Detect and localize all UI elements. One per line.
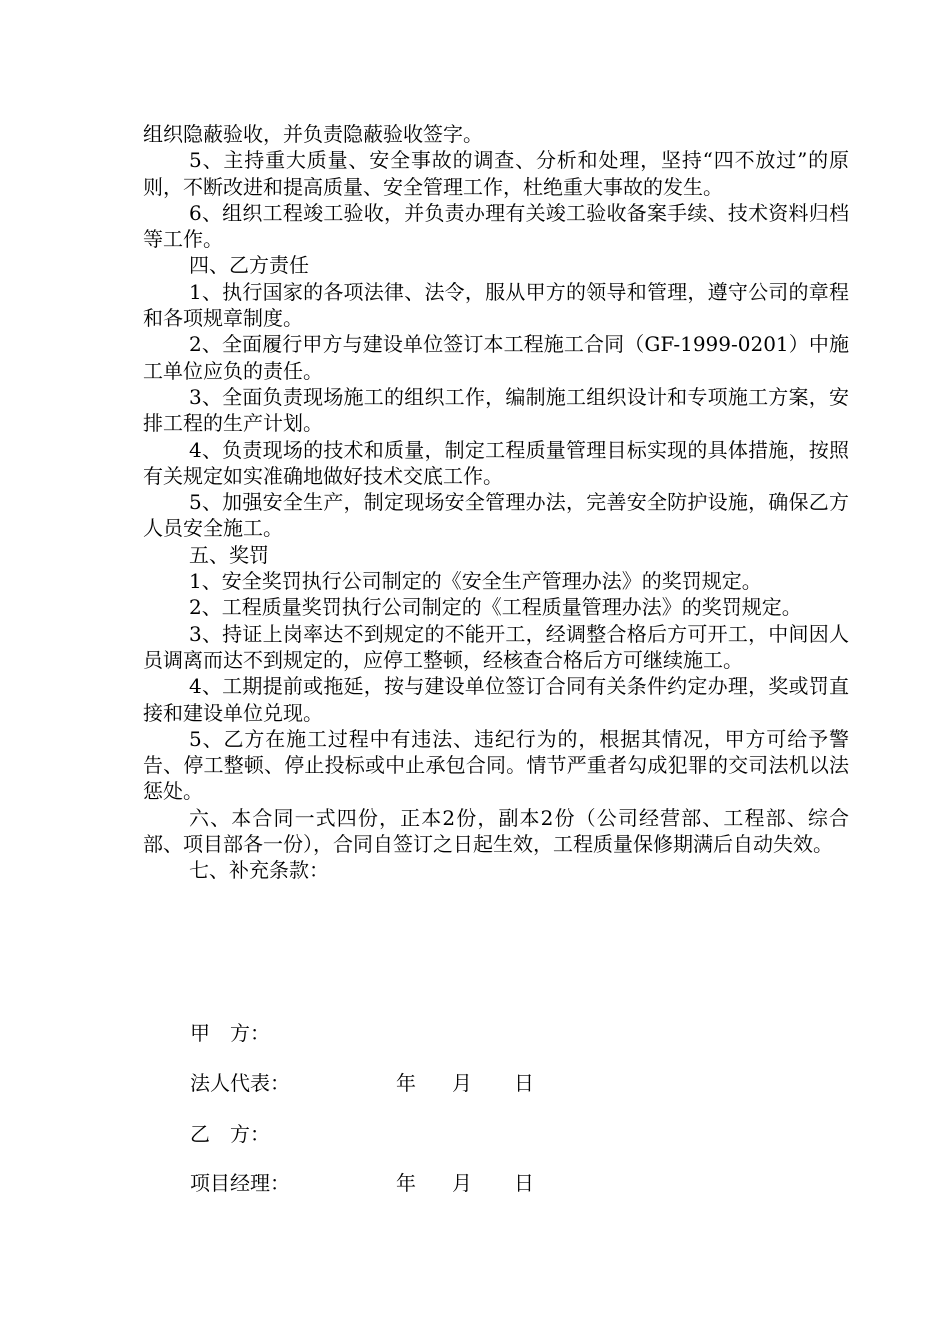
contract-body <box>143 121 849 884</box>
project-manager-label: 项目经理： <box>190 1171 290 1195</box>
section-heading: 五、奖罚 <box>189 542 269 567</box>
year-label: 年 <box>396 1171 416 1195</box>
paragraph: 4、工期提前或拖延，按与建设单位签订合同有关条件约定办理，奖或罚直接和建设单位兑现。 <box>143 674 849 725</box>
date-field <box>396 1070 534 1096</box>
paragraph: 1、安全奖罚执行公司制定的《安全生产管理办法》的奖罚规定。 <box>189 569 762 594</box>
party-a-line <box>190 1020 270 1046</box>
paragraph: 2、工程质量奖罚执行公司制定的《工程质量管理办法》的奖罚规定。 <box>189 595 802 620</box>
legal-rep-line <box>190 1070 534 1096</box>
legal-rep-label: 法人代表： <box>190 1071 290 1095</box>
party-b-label: 乙 方： <box>190 1122 270 1146</box>
month-label: 月 <box>452 1071 472 1095</box>
paragraph: 3、持证上岗率达不到规定的不能开工，经调整合格后方可开工，中间因人员调离而达不到规定的，应停工整顿，经核查合格后方可继续施工。 <box>143 621 849 672</box>
project-manager-line <box>190 1170 534 1196</box>
year-label: 年 <box>396 1071 416 1095</box>
day-label: 日 <box>514 1071 534 1095</box>
paragraph: 6、组织工程竣工验收，并负责办理有关竣工验收备案手续、技术资料归档等工作。 <box>143 200 849 252</box>
paragraph: 1、执行国家的各项法律、法令，服从甲方的领导和管理，遵守公司的章程和各项规章制度。 <box>143 279 849 331</box>
party-b-line <box>190 1121 270 1147</box>
paragraph: 六、本合同一式四份，正本2份，副本2份（公司经营部、工程部、综合部、项目部各一份），合同自签订之日起生效，工程质量保修期满后自动失效。 <box>143 805 849 857</box>
party-a-label: 甲 方： <box>190 1021 270 1045</box>
month-label: 月 <box>452 1171 472 1195</box>
day-label: 日 <box>514 1171 534 1195</box>
paragraph: 5、加强安全生产，制定现场安全管理办法，完善安全防护设施，确保乙方人员安全施工。 <box>143 490 849 541</box>
section-heading: 四、乙方责任 <box>189 253 309 278</box>
paragraph: 3、全面负责现场施工的组织工作，编制施工组织设计和专项施工方案，安排工程的生产计划。 <box>143 384 849 436</box>
paragraph: 5、乙方在施工过程中有违法、违纪行为的，根据其情况，甲方可给予警告、停工整顿、停止投标或中止承包合同。情节严重者勾成犯罪的交司法机以法惩处。 <box>143 726 849 804</box>
date-field <box>396 1170 534 1196</box>
paragraph: 2、全面履行甲方与建设单位签订本工程施工合同（GF-1999-0201）中施工单位应负的责任。 <box>143 332 849 383</box>
paragraph: 组织隐蔽验收，并负责隐蔽验收签字。 <box>143 122 483 146</box>
paragraph: 5、主持重大质量、安全事故的调查、分析和处理，坚持“四不放过”的原则，不断改进和提高质量、安全管理工作，杜绝重大事故的发生。 <box>143 148 849 199</box>
paragraph: 4、负责现场的技术和质量，制定工程质量管理目标实现的具体措施，按照有关规定如实准确地做好技术交底工作。 <box>143 437 849 488</box>
section-heading: 七、补充条款： <box>189 858 329 883</box>
